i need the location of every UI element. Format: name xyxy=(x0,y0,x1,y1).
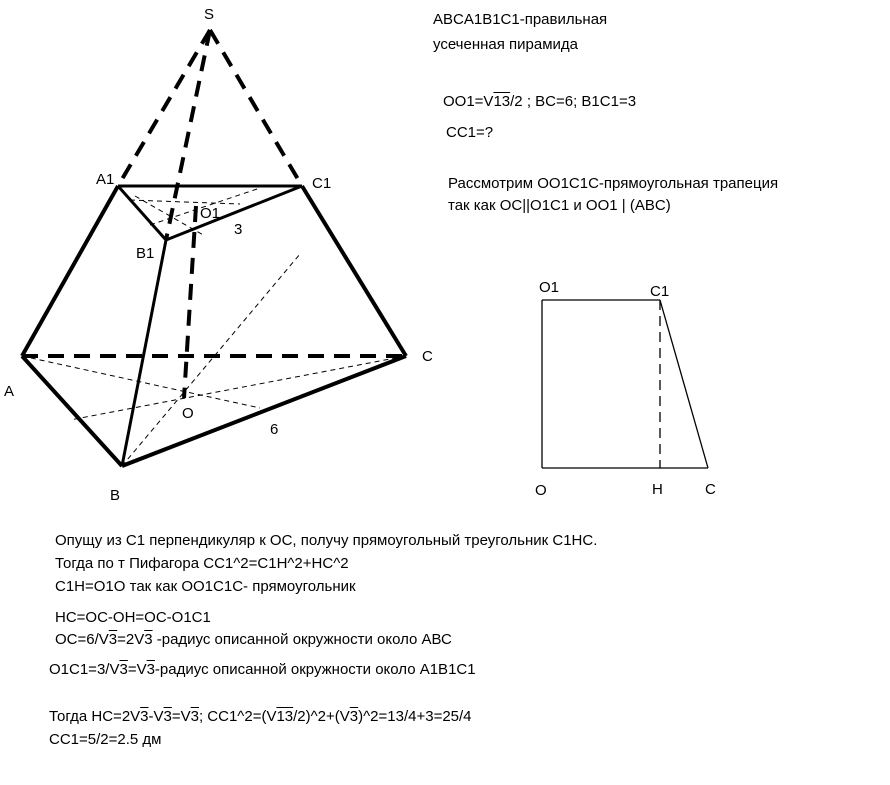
label-O1: O1 xyxy=(200,205,221,222)
edge-SA1 xyxy=(118,30,210,186)
given-line xyxy=(443,93,636,111)
trap-label-O1: O1 xyxy=(539,279,560,296)
l5-a: OC=6/V xyxy=(55,631,109,648)
trap-label-C1: C1 xyxy=(650,283,670,300)
l7-e: /2)^2+(V xyxy=(293,708,350,725)
label-O: O xyxy=(182,405,194,422)
l6-root: 3 xyxy=(119,661,128,678)
l5-c: -радиус описанной окружности около АВС xyxy=(152,631,452,648)
edge-A1B1 xyxy=(118,186,166,240)
label-A1: A1 xyxy=(96,171,115,188)
label-C: C xyxy=(422,348,433,365)
statement-line-2: усеченная пирамида xyxy=(433,36,579,53)
solution-line-2: Тогда по т Пифагора СС1^2=C1H^2+HC^2 xyxy=(55,555,349,572)
label-len-B1C1: 3 xyxy=(234,221,243,238)
consider-line-2 xyxy=(448,197,671,215)
l7-root-5: 3 xyxy=(349,708,359,725)
trap-label-O: O xyxy=(535,482,547,499)
edge-AB xyxy=(22,356,122,466)
given-root: 13 xyxy=(493,93,511,110)
l6-root-2: 3 xyxy=(146,661,155,678)
consider-line-2-end: (ABC) xyxy=(625,197,671,214)
find-line: CC1=? xyxy=(446,124,494,141)
label-S: S xyxy=(204,6,215,23)
consider-line-1: Рассмотрим OO1C1C-прямоугольная трапеция xyxy=(448,175,779,192)
perp-symbol: | xyxy=(621,197,626,214)
solution-line-1: Опущу из С1 перпендикуляр к ОС, получу прямоугольный треугольник С1НС. xyxy=(55,532,598,549)
l5-root: 3 xyxy=(108,631,118,648)
l7-d: ; CC1^2=(V xyxy=(198,708,277,725)
label-B: B xyxy=(110,487,121,504)
l6-a: O1C1=3/V xyxy=(49,661,120,678)
l6-c: -радиус описанной окружности около А1В1С1 xyxy=(154,661,476,678)
edge-AA1 xyxy=(22,186,118,356)
l7-a: Тогда HC=2V xyxy=(49,708,141,725)
solution-line-3: С1Н=О1О так как ОО1С1С- прямоугольник xyxy=(55,578,356,595)
solution-line-8: CC1=5/2=2.5 дм xyxy=(49,731,162,748)
solution-line-4: HC=OC-OH=OC-O1C1 xyxy=(55,609,211,626)
label-C1: C1 xyxy=(312,175,332,192)
l7-f: )^2=13/4+3=25/4 xyxy=(358,708,472,725)
solution-line-6 xyxy=(49,661,476,679)
l5-b: =2V xyxy=(117,631,145,648)
edge-BC xyxy=(122,356,406,466)
l7-c: =V xyxy=(171,708,191,725)
label-len-BC: 6 xyxy=(270,421,279,438)
trap-label-C: C xyxy=(705,481,716,498)
l7-b: -V xyxy=(148,708,164,725)
solution-line-5 xyxy=(55,631,452,649)
given-pre: OO1=V xyxy=(443,93,494,110)
height-OO1 xyxy=(184,206,196,398)
statement-line-1: ABCA1B1C1-правильная xyxy=(433,11,608,28)
trapezoid-figure xyxy=(542,300,708,468)
consider-line-2-text: так как OC||O1C1 и OO1 xyxy=(448,197,622,214)
edge-BB1 xyxy=(122,240,166,466)
trap-label-H: H xyxy=(652,481,663,498)
l7-root-4: 13 xyxy=(276,708,294,725)
given-post: /2 ; BC=6; B1C1=3 xyxy=(510,93,637,110)
l5-root-2: 3 xyxy=(144,631,153,648)
l7-root-2: 3 xyxy=(163,708,172,725)
median-C xyxy=(70,356,406,420)
l7-root-3: 3 xyxy=(190,708,199,725)
solution-line-7 xyxy=(49,708,472,726)
l6-b: =V xyxy=(127,661,147,678)
edge-CC1 xyxy=(302,186,406,356)
l7-root-1: 3 xyxy=(140,708,149,725)
label-A: A xyxy=(4,383,15,400)
label-B1: B1 xyxy=(136,245,155,262)
edge-SC1 xyxy=(210,30,302,186)
